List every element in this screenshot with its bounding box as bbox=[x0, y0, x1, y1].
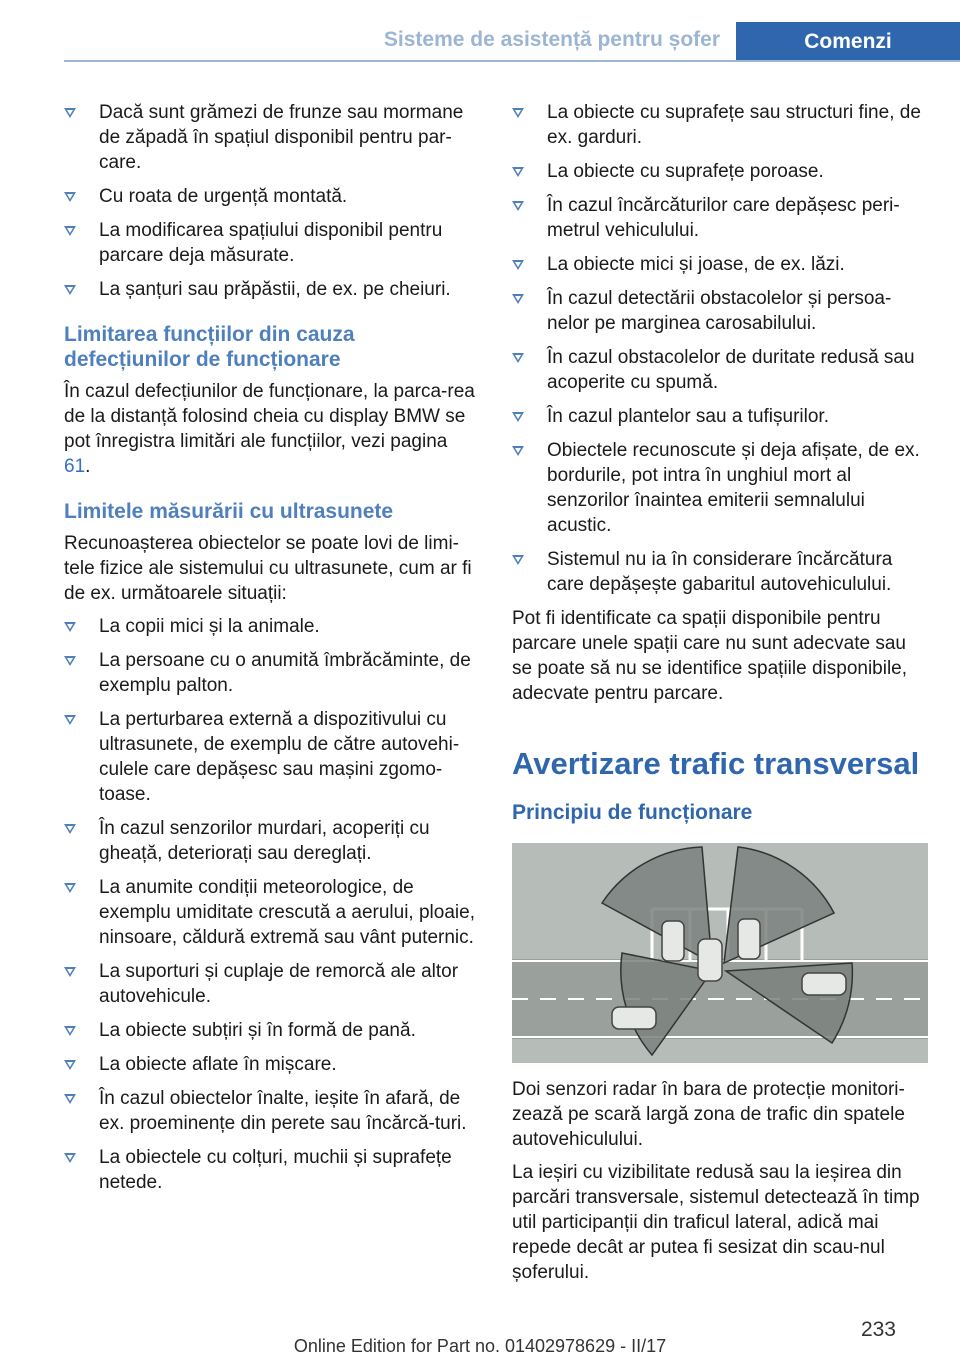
bullet-arrow-icon bbox=[64, 192, 76, 202]
chapter-heading: Avertizare trafic transversal bbox=[512, 746, 920, 781]
bullet-arrow-icon bbox=[512, 294, 524, 304]
bullet-arrow-icon bbox=[64, 226, 76, 236]
list-item: La modificarea spațiului disponibil pentru parcare deja măsurate. bbox=[64, 218, 478, 268]
paragraph-radar-sensors: Doi senzori radar în bara de protecție monitori‐zează pe scară largă zona de trafic din spatele autovehiculului. bbox=[512, 1079, 905, 1150]
paragraph-ultrasound: Recunoașterea obiectelor se poate lovi de limi‐tele fizice ale sistemului cu ultrasunete, cum ar fi de ex. următoarele situații: bbox=[64, 533, 472, 604]
list-item: La obiectele cu colțuri, muchii și suprafețe netede. bbox=[64, 1145, 478, 1195]
header-rule bbox=[64, 60, 960, 62]
bullet-arrow-icon bbox=[512, 260, 524, 270]
bullet-list-bottom bbox=[64, 614, 478, 1195]
bullet-arrow-icon bbox=[64, 1153, 76, 1163]
bullet-arrow-icon bbox=[64, 285, 76, 295]
bullet-arrow-icon bbox=[64, 1026, 76, 1036]
list-item: La obiecte cu suprafețe poroase. bbox=[512, 159, 930, 184]
list-item: Sistemul nu ia în considerare încărcătura care depășește gabaritul autovehiculului. bbox=[512, 547, 930, 597]
bullet-arrow-icon bbox=[64, 715, 76, 725]
left-column bbox=[64, 100, 478, 1204]
list-item: Obiectele recunoscute și deja afișate, de ex. bordurile, pot intra în unghiul mort al senzorilor înaintea emiterii semnalului acustic. bbox=[512, 438, 930, 538]
page-number: 233 bbox=[860, 1318, 896, 1341]
list-item: În cazul senzorilor murdari, acoperiți cu gheață, deteriorați sau dereglați. bbox=[64, 816, 478, 866]
list-item: În cazul detectării obstacolelor și persoa‐nelor pe marginea carosabilului. bbox=[512, 286, 930, 336]
bullet-arrow-icon bbox=[64, 656, 76, 666]
list-item: Dacă sunt grămezi de frunze sau mormane de zăpadă în spațiul disponibil pentru par‐care. bbox=[64, 100, 478, 175]
page-reference-link[interactable]: 61 bbox=[64, 456, 86, 477]
list-item: În cazul obiectelor înalte, ieșite în afară, de ex. proeminențe din perete sau încărcă‐turi. bbox=[64, 1086, 478, 1136]
bullet-arrow-icon bbox=[64, 883, 76, 893]
bullet-arrow-icon bbox=[64, 1094, 76, 1104]
list-item: La obiecte aflate în mișcare. bbox=[64, 1052, 478, 1077]
list-item: În cazul încărcăturilor care depășesc peri‐metrul vehiculului. bbox=[512, 193, 930, 243]
bullet-arrow-icon bbox=[512, 201, 524, 211]
subsection-heading: Principiu de funcționare bbox=[512, 801, 753, 824]
paragraph-parking-spaces: Pot fi identificate ca spații disponibile pentru parcare unele spații care nu sunt adecvate sau se poate să nu se identifice spațiile disponibile, adecvate pentru parcare. bbox=[512, 608, 908, 704]
list-item: La obiecte subțiri și în formă de pană. bbox=[64, 1018, 478, 1043]
bullet-arrow-icon bbox=[64, 108, 76, 118]
bullet-arrow-icon bbox=[64, 622, 76, 632]
header-chapter-tab: Comenzi bbox=[736, 22, 960, 62]
list-item: La șanțuri sau prăpăstii, de ex. pe cheiuri. bbox=[64, 277, 478, 302]
footer-edition: Online Edition for Part no. 01402978629 - II/17 bbox=[293, 1336, 667, 1356]
bullet-arrow-icon bbox=[512, 446, 524, 456]
right-column bbox=[512, 100, 930, 1293]
bullet-arrow-icon bbox=[64, 967, 76, 977]
section-heading-limitations: Limitarea funcțiilor din cauza defecțiunilor de funcționare bbox=[64, 323, 355, 371]
page-header bbox=[0, 0, 960, 62]
list-item: În cazul plantelor sau a tufișurilor. bbox=[512, 404, 930, 429]
bullet-arrow-icon bbox=[64, 1060, 76, 1070]
bullet-arrow-icon bbox=[512, 167, 524, 177]
list-item: Cu roata de urgență montată. bbox=[64, 184, 478, 209]
bullet-list-right bbox=[512, 100, 930, 597]
paragraph-limitations: În cazul defecțiunilor de funcționare, la parca‐rea de la distanță folosind cheia cu display BMW se pot înregistra limitări ale funcțiilor, vezi pagina 61. bbox=[64, 381, 475, 477]
list-item: În cazul obstacolelor de duritate redusă sau acoperite cu spumă. bbox=[512, 345, 930, 395]
bullet-arrow-icon bbox=[512, 555, 524, 565]
section-heading-ultrasound: Limitele măsurării cu ultrasunete bbox=[64, 500, 394, 523]
list-item: La obiecte mici și joase, de ex. lăzi. bbox=[512, 252, 930, 277]
paragraph-cross-traffic: La ieșiri cu vizibilitate redusă sau la ieșirea din parcări transversale, sistemul detectează în timp util participanții din traficul lateral, adică mai repede decât ar putea fi sesizat din scau‐nul șoferului. bbox=[512, 1162, 920, 1283]
bullet-arrow-icon bbox=[512, 353, 524, 363]
bullet-list-top bbox=[64, 100, 478, 302]
list-item: La anumite condiții meteorologice, de exemplu umiditate crescută a aerului, ploaie, ninsoare, căldură extremă sau vânt puternic. bbox=[64, 875, 478, 950]
list-item: La copii mici și la animale. bbox=[64, 614, 478, 639]
header-section-title: Sisteme de asistență pentru șofer bbox=[383, 28, 720, 51]
bullet-arrow-icon bbox=[512, 412, 524, 422]
cross-traffic-illustration bbox=[512, 843, 928, 1063]
list-item: La perturbarea externă a dispozitivului cu ultrasunete, de exemplu de către autovehi‐culele care depășesc sau mașini zgomo‐toase. bbox=[64, 707, 478, 807]
bullet-arrow-icon bbox=[64, 824, 76, 834]
list-item: La persoane cu o anumită îmbrăcăminte, de exemplu palton. bbox=[64, 648, 478, 698]
bullet-arrow-icon bbox=[512, 108, 524, 118]
list-item: La obiecte cu suprafețe sau structuri fine, de ex. garduri. bbox=[512, 100, 930, 150]
list-item: La suporturi și cuplaje de remorcă ale altor autovehicule. bbox=[64, 959, 478, 1009]
